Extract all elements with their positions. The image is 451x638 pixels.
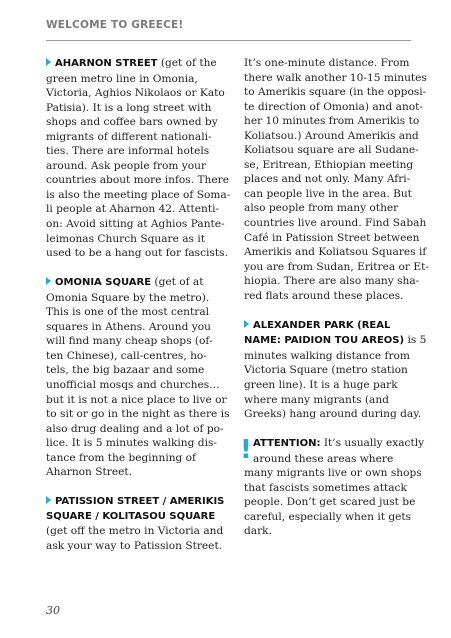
text-line: Aharnon Street.	[46, 466, 132, 479]
patission-heading-line-1	[46, 494, 224, 510]
text-line: This is one of the most central	[46, 306, 210, 319]
text-line: Amerikis and Koliatsou Squares if	[244, 246, 427, 259]
alexander-heading-line-1	[244, 318, 424, 334]
attention-heading: ATTENTION:	[253, 438, 321, 450]
text-line: to sit or go in the night as there is	[46, 408, 230, 421]
alexander-heading: ALEXANDER PARK (REAL	[253, 319, 391, 331]
text-line: to Amerikis square (in the opposi-	[244, 86, 427, 99]
attention-first-line	[244, 436, 424, 452]
text-line: tance from the beginning of	[46, 451, 196, 464]
text-line: can people live in the area. But	[244, 187, 412, 200]
page-number: 30	[46, 604, 60, 617]
attention-first-text: It’s usually exactly	[320, 437, 425, 450]
text-line: li people at Aharnon 42. Attenti-	[46, 203, 220, 216]
text-line: Patisia). It is a long street with	[46, 101, 212, 114]
text-line: Koliatsou.) Around Amerikis and	[244, 129, 419, 142]
text-line: countries live around. Find Sabah	[244, 217, 427, 230]
patission-heading: PATISSION STREET / AMERIKIS	[55, 496, 225, 508]
text-line: will find many cheap shops (of-	[46, 335, 213, 348]
attention-section	[240, 435, 425, 539]
text-line: her 10 minutes from Amerikis to	[244, 115, 420, 128]
text-line: ties. There are informal hotels	[46, 145, 210, 158]
text-line: where many migrants (and	[244, 393, 389, 406]
text-line: on: Avoid sitting at Aghios Pante-	[46, 218, 225, 231]
text-line: is also the meeting place of Soma-	[46, 188, 231, 201]
text-line: that fascists sometimes attack	[244, 481, 407, 494]
text-line: dark.	[244, 525, 272, 538]
text-line: tels, the big bazaar and some	[46, 364, 205, 377]
text-line: Greeks) hang around during day.	[244, 408, 422, 421]
text-line: you are from Sudan, Eritrea or Et-	[244, 260, 429, 273]
section-header: WELCOME TO GREECE!	[46, 19, 184, 31]
alexander-heading-line-2	[244, 333, 427, 349]
text-line: Omonia Square by the metro).	[46, 291, 210, 304]
alexander-first-text: is 5	[404, 334, 427, 347]
text-line: people. Don’t get scared just be	[244, 496, 416, 509]
text-line: unofficial mosqs and churches…	[46, 378, 220, 391]
text-line: careful, especially when it gets	[244, 510, 412, 523]
text-line: ten Chinese), call-centres, ho-	[46, 349, 207, 362]
text-line: green line). It is a huge park	[244, 378, 398, 391]
alexander-park-section	[244, 318, 427, 422]
patission-continued-section	[244, 56, 429, 303]
patission-heading-line-2: SQUARE / KOLITASOU SQUARE	[46, 510, 216, 522]
text-line: leimonas Church Square as it	[46, 232, 205, 245]
text-line: migrants of different nationali-	[46, 130, 212, 143]
text-line: minutes walking distance from	[244, 349, 410, 362]
text-line: Koliatsou square are all Sudane-	[244, 144, 419, 157]
text-line: Café in Patission Street between	[244, 231, 420, 244]
right-column	[240, 56, 429, 553]
text-line: red flats around these places.	[244, 289, 404, 302]
exclamation-icon: !	[240, 435, 252, 466]
text-line: but it is not a nice place to live or	[46, 393, 227, 406]
aharnon-first-text: (get of the	[157, 57, 217, 69]
omonia-first-text: (get of at	[151, 276, 204, 289]
text-line: countries about more infos. There	[46, 174, 229, 187]
aharnon-first-line	[46, 56, 224, 72]
text-line: Victoria, Aghios Nikolaos or Kato	[46, 87, 225, 100]
text-line: squares in Athens. Around you	[46, 320, 211, 333]
text-line: hiopia. There are also many sha-	[244, 275, 420, 288]
text-line: around. Ask people from your	[46, 159, 207, 172]
left-column	[46, 56, 231, 568]
text-line: se, Eritrean, Ethiopian meeting	[244, 158, 414, 171]
text-line: also people from many other	[244, 202, 399, 215]
text-line: Victoria Square (metro station	[244, 364, 408, 377]
aharnon-heading: AHARNON STREET	[55, 58, 158, 69]
text-line: (get off the metro in Victoria and	[46, 525, 224, 538]
text-line: It’s one-minute distance. From	[244, 57, 410, 69]
omonia-square-section	[46, 275, 230, 480]
text-line: ask your way to Patission Street.	[46, 539, 223, 552]
text-line: lice. It is 5 minutes walking dis-	[46, 437, 217, 450]
bullet-arrow-icon	[244, 320, 249, 328]
text-line: green metro line in Omonia,	[46, 72, 198, 85]
bullet-arrow-icon	[46, 496, 51, 504]
alexander-heading-cont: NAME: PAIDION TOU AREOS)	[244, 335, 405, 347]
aharnon-street-section	[46, 56, 231, 261]
text-line: places and not only. Many Afri-	[244, 173, 411, 186]
bullet-arrow-icon	[46, 58, 51, 66]
bullet-arrow-icon	[46, 277, 51, 285]
text-line: many migrants live or own shops	[244, 467, 422, 480]
text-line: also drug dealing and a lot of po-	[46, 422, 224, 435]
omonia-first-line	[46, 275, 224, 291]
patission-street-section	[46, 494, 224, 553]
omonia-heading: OMONIA SQUARE	[55, 277, 152, 289]
text-line: shops and coffee bars owned by	[46, 116, 218, 129]
header-divider	[46, 40, 411, 41]
text-line: te direction of Omonia) and anot-	[244, 100, 423, 113]
text-line: there walk another 10-15 minutes	[244, 71, 427, 84]
text-line: around these areas where	[253, 452, 394, 465]
text-line: used to be a hang out for fascists.	[46, 247, 228, 260]
